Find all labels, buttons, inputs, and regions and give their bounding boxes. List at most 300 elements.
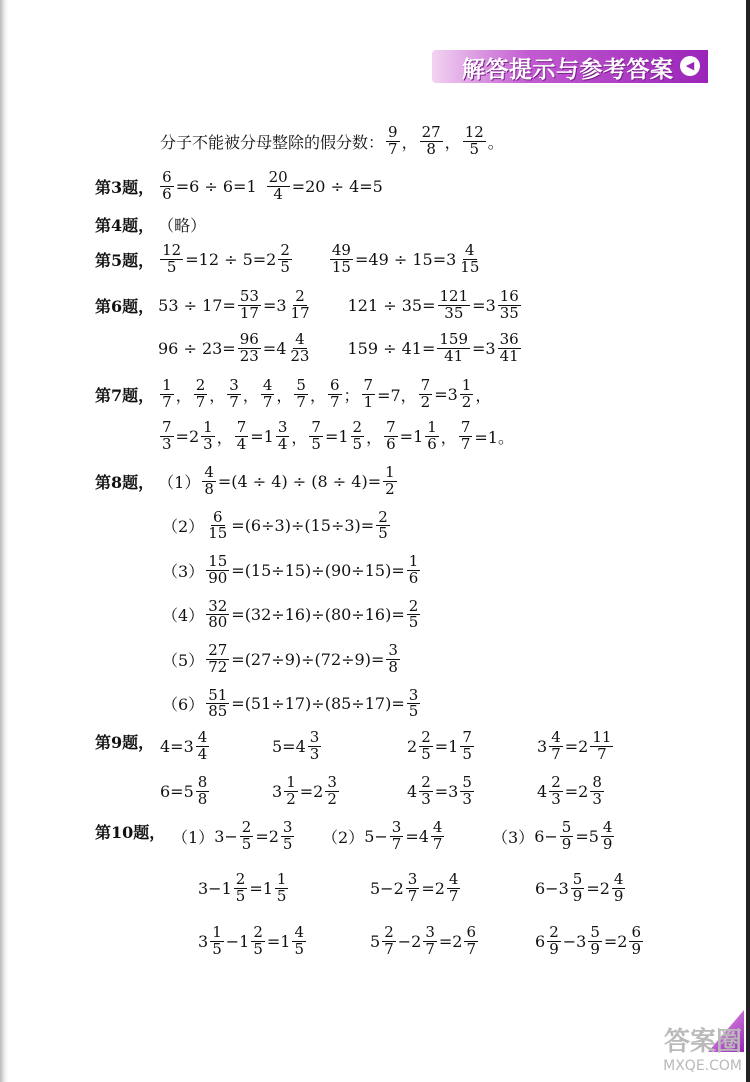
- question-8-item-6: [162, 685, 422, 721]
- math-text: =1: [249, 878, 273, 898]
- numerator: 1: [408, 552, 419, 570]
- fraction: [407, 596, 421, 632]
- numerator: 7: [386, 418, 396, 436]
- fraction: [407, 554, 421, 587]
- fraction: [278, 243, 292, 276]
- question-10-r2-item-3: [535, 872, 627, 905]
- question-9-r2-item-4: [537, 775, 606, 808]
- fraction: [294, 378, 308, 411]
- denominator: 7: [229, 392, 239, 411]
- math-text: ，: [291, 427, 308, 447]
- math-text: ，: [276, 385, 293, 405]
- numerator: 3: [408, 685, 419, 704]
- denominator: 5: [282, 834, 293, 853]
- numerator: 1: [276, 870, 287, 888]
- math-text: 5=4: [272, 736, 306, 756]
- fraction: [206, 507, 229, 543]
- denominator: 5: [311, 434, 321, 453]
- numerator: 6: [162, 168, 172, 186]
- fraction: [206, 596, 229, 632]
- numerator: 6: [329, 376, 340, 394]
- fraction: [328, 378, 342, 411]
- numerator: 53: [239, 287, 259, 305]
- fraction: [463, 125, 486, 158]
- numerator: 3: [388, 641, 398, 659]
- numerator: 2: [421, 773, 431, 791]
- fraction: [601, 820, 615, 853]
- section-banner: [432, 50, 708, 83]
- numerator: 3: [309, 728, 320, 746]
- denominator: 9: [572, 886, 583, 905]
- denominator: 5: [276, 886, 287, 905]
- math-text: 3: [198, 931, 209, 951]
- fraction: [351, 420, 365, 453]
- fraction: [438, 289, 471, 322]
- fraction: [629, 925, 643, 958]
- denominator: 5: [241, 834, 252, 853]
- math-text: （6）: [162, 695, 205, 715]
- fraction: [202, 465, 216, 498]
- numerator: 3: [229, 376, 239, 394]
- fraction: [425, 420, 439, 453]
- math-text: =1: [324, 426, 349, 446]
- math-text: =(51÷17)÷(85÷17)=: [231, 694, 405, 714]
- math-text: =(27÷9)÷(72÷9)=: [231, 649, 385, 669]
- denominator: 5: [235, 886, 246, 905]
- numerator: 4: [465, 241, 475, 259]
- numerator: 4: [294, 923, 305, 941]
- numerator: 5: [572, 870, 583, 888]
- denominator: 7: [466, 939, 477, 958]
- question-9-r1-item-2: [272, 730, 323, 763]
- fraction: [160, 243, 183, 276]
- math-text: （1）: [172, 827, 215, 847]
- denominator: 23: [239, 346, 259, 365]
- denominator: 7: [425, 939, 435, 958]
- math-text: =20 ÷ 4=5: [291, 176, 383, 196]
- question-6-row-2: [158, 332, 523, 365]
- math-text: =1: [434, 736, 459, 756]
- fraction: [288, 332, 311, 365]
- math-text: ，: [366, 427, 383, 447]
- question-10-label: [95, 820, 169, 843]
- denominator: 5: [462, 744, 472, 763]
- fraction: [460, 775, 474, 808]
- question-7-row-1: [95, 378, 491, 411]
- numerator: 1: [461, 376, 472, 394]
- numerator: 1: [212, 923, 222, 941]
- numerator: 2: [280, 241, 290, 259]
- fraction: [362, 378, 376, 411]
- denominator: 23: [290, 346, 310, 365]
- math-text: 3: [537, 736, 548, 756]
- math-text: =(15÷15)÷(90÷15)=: [231, 560, 405, 580]
- denominator: 3: [592, 789, 602, 808]
- numerator: 8: [592, 773, 602, 791]
- math-text: =6 ÷ 6=1: [175, 176, 257, 196]
- denominator: 5: [166, 257, 177, 276]
- fraction: [160, 170, 174, 203]
- numerator: 5: [296, 376, 306, 394]
- fraction: [549, 730, 563, 763]
- numerator: 2: [408, 596, 419, 615]
- denominator: 9: [613, 886, 624, 905]
- fraction: [390, 820, 404, 853]
- fraction: [498, 289, 521, 322]
- page-left-shadow: [0, 0, 8, 1082]
- math-text: =4: [262, 338, 287, 358]
- denominator: 5: [294, 939, 305, 958]
- math-text: ，: [440, 427, 457, 447]
- numerator: 7: [162, 418, 172, 436]
- fraction: [406, 872, 420, 905]
- intro-line: [160, 125, 504, 158]
- denominator: 7: [388, 139, 398, 158]
- fraction: [251, 925, 265, 958]
- math-text: =2: [299, 781, 324, 801]
- denominator: 72: [208, 657, 228, 676]
- watermark-url: MXQE.COM: [663, 1058, 742, 1074]
- question-10-r1-item-2: [322, 820, 446, 853]
- fraction: [437, 332, 470, 365]
- denominator: 7: [391, 834, 402, 853]
- numerator: 2: [551, 773, 561, 791]
- denominator: 7: [195, 392, 206, 411]
- denominator: 7: [432, 834, 443, 853]
- question-10-r1-item-3: [492, 820, 616, 853]
- question-9-label: [95, 730, 158, 753]
- numerator: 32: [208, 596, 228, 615]
- fraction: [459, 420, 473, 453]
- numerator: 1: [427, 418, 437, 436]
- numerator: 6: [631, 923, 642, 941]
- denominator: 5: [378, 524, 388, 543]
- denominator: 3: [162, 434, 172, 453]
- math-text: 53 ÷ 17=: [158, 295, 236, 315]
- fraction: [384, 420, 398, 453]
- denominator: 7: [460, 434, 471, 453]
- numerator: 16: [499, 287, 519, 305]
- fraction: [281, 820, 295, 853]
- math-text: 6=5: [160, 781, 194, 801]
- question-label: 第8题，: [95, 472, 155, 492]
- math-text: 96 ÷ 23=: [158, 338, 236, 358]
- numerator: 96: [239, 330, 259, 348]
- fraction: [588, 925, 602, 958]
- numerator: 4: [295, 330, 305, 348]
- watermark-logo-text: 答案圈: [663, 1027, 742, 1057]
- numerator: 2: [421, 728, 431, 746]
- fraction: [196, 730, 210, 763]
- question-9-r2-item-3: [407, 775, 476, 808]
- denominator: 8: [388, 657, 398, 676]
- numerator: 3: [391, 818, 402, 836]
- math-text: =2: [438, 931, 463, 951]
- fraction: [206, 643, 229, 676]
- math-text: （3）: [492, 827, 535, 847]
- math-text: ，: [444, 132, 461, 152]
- question-8-item-4: [162, 596, 422, 632]
- numerator: 159: [439, 330, 469, 348]
- math-text: −1: [225, 931, 250, 951]
- math-text: 3−1: [198, 878, 232, 898]
- denominator: 9: [631, 939, 642, 958]
- fraction: [498, 332, 521, 365]
- denominator: 4: [277, 434, 288, 453]
- numerator: 4: [432, 818, 443, 836]
- question-8-item-1: [95, 465, 399, 498]
- math-text: （3）: [162, 561, 205, 581]
- denominator: 8: [426, 139, 436, 158]
- math-text: −3: [562, 931, 587, 951]
- math-text: =4: [405, 826, 429, 846]
- math-text: =1: [250, 426, 274, 446]
- denominator: 4: [273, 184, 283, 203]
- math-text: 5: [370, 931, 381, 951]
- fraction: [240, 820, 254, 853]
- question-10-r3-item-1: [198, 925, 308, 958]
- numerator: 4: [197, 728, 208, 746]
- denominator: 17: [290, 303, 310, 322]
- math-text: 5−2: [370, 878, 404, 898]
- fraction: [196, 775, 210, 808]
- denominator: 7: [296, 392, 306, 411]
- fraction: [275, 872, 289, 905]
- math-text: =3: [434, 781, 459, 801]
- fraction: [267, 170, 290, 203]
- denominator: 3: [203, 434, 213, 453]
- denominator: 90: [208, 568, 228, 587]
- numerator: 3: [327, 773, 337, 791]
- question-label: 第10题，: [95, 823, 166, 842]
- denominator: 9: [602, 834, 613, 853]
- numerator: 7: [311, 418, 321, 436]
- numerator: 51: [208, 685, 228, 704]
- math-text: （2）: [322, 827, 365, 847]
- denominator: 4: [236, 434, 247, 453]
- math-text: 分子不能被分母整除的假分数：: [160, 132, 385, 152]
- fraction: [289, 289, 312, 322]
- math-text: 2: [407, 736, 418, 756]
- question-5: [95, 243, 483, 276]
- page-right-edge: [746, 0, 750, 1082]
- question-label: 第4题，: [95, 216, 155, 235]
- denominator: 3: [551, 789, 561, 808]
- denominator: 8: [197, 789, 208, 808]
- numerator: 7: [462, 728, 472, 746]
- fraction: [235, 420, 249, 453]
- math-text: （略）: [158, 216, 207, 235]
- denominator: 5: [421, 744, 431, 763]
- numerator: 5: [561, 818, 572, 836]
- denominator: 2: [327, 789, 337, 808]
- question-9-r2-item-2: [272, 775, 341, 808]
- math-text: （4）: [162, 606, 205, 626]
- denominator: 5: [352, 434, 363, 453]
- fraction: [460, 730, 474, 763]
- numerator: 2: [241, 818, 252, 836]
- fraction: [419, 775, 433, 808]
- fraction: [407, 685, 421, 721]
- math-text: 121 ÷ 35=: [347, 295, 436, 315]
- math-text: 5−: [364, 826, 388, 846]
- fraction: [160, 420, 174, 453]
- fraction: [292, 925, 306, 958]
- math-text: 6−3: [535, 878, 569, 898]
- fraction: [420, 125, 443, 158]
- denominator: 5: [408, 702, 419, 721]
- fraction: [325, 775, 339, 808]
- denominator: 4: [197, 744, 208, 763]
- numerator: 27: [208, 641, 228, 659]
- math-text: 159 ÷ 41=: [347, 338, 436, 358]
- fraction: [376, 507, 390, 543]
- numerator: 1: [385, 463, 395, 481]
- denominator: 80: [208, 613, 228, 632]
- question-6-row-1: [95, 289, 523, 322]
- math-text: =2: [564, 781, 589, 801]
- math-text: （5）: [162, 650, 205, 670]
- question-9-r2-item-1: [160, 775, 211, 808]
- denominator: 2: [385, 479, 395, 498]
- numerator: 27: [421, 123, 441, 141]
- numerator: 3: [282, 818, 293, 836]
- question-4: [95, 213, 206, 236]
- fraction: [419, 378, 433, 411]
- numerator: 7: [460, 418, 471, 436]
- math-text: 6−: [534, 826, 558, 846]
- fraction: [447, 872, 461, 905]
- back-arrow-icon[interactable]: ◀: [680, 56, 700, 76]
- fraction: [386, 643, 400, 676]
- math-text: 3: [272, 781, 283, 801]
- numerator: 2: [195, 376, 206, 394]
- fraction: [261, 378, 275, 411]
- math-text: （2）: [162, 517, 205, 537]
- math-text: =3: [262, 295, 287, 315]
- numerator: 2: [384, 923, 394, 941]
- fraction: [238, 289, 261, 322]
- numerator: 2: [295, 287, 305, 305]
- math-text: ，: [242, 385, 259, 405]
- fraction: [547, 925, 561, 958]
- fraction: [234, 872, 248, 905]
- math-text: 4: [537, 781, 548, 801]
- numerator: 3: [425, 923, 435, 941]
- math-text: =(32÷16)÷(80÷16)=: [231, 605, 405, 625]
- math-text: =5: [575, 826, 599, 846]
- denominator: 6: [386, 434, 396, 453]
- math-text: =2: [255, 826, 279, 846]
- fraction: [276, 420, 290, 453]
- denominator: 9: [561, 834, 572, 853]
- numerator: 4: [204, 463, 214, 481]
- math-text: 6: [535, 931, 546, 951]
- question-9-r1-item-1: [160, 730, 211, 763]
- fraction: [431, 820, 445, 853]
- numerator: 36: [499, 330, 519, 348]
- numerator: 49: [331, 241, 351, 259]
- fraction: [227, 378, 241, 411]
- denominator: 2: [286, 789, 296, 808]
- denominator: 6: [162, 184, 172, 203]
- denominator: 7: [162, 392, 172, 411]
- numerator: 8: [197, 773, 208, 791]
- denominator: 7: [448, 886, 459, 905]
- fraction: [612, 872, 626, 905]
- denominator: 7: [384, 939, 394, 958]
- math-text: =3: [434, 384, 458, 404]
- math-text: ，: [475, 385, 492, 405]
- math-text: =1: [399, 426, 424, 446]
- question-7-row-2: [158, 420, 514, 453]
- numerator: 12: [162, 241, 182, 259]
- numerator: 12: [464, 123, 484, 141]
- denominator: 35: [499, 303, 519, 322]
- math-text: 4=3: [160, 736, 194, 756]
- numerator: 7: [236, 418, 247, 436]
- question-10-r2-item-1: [198, 872, 290, 905]
- question-8-item-2: [162, 507, 392, 543]
- math-text: ；: [343, 385, 360, 405]
- numerator: 4: [448, 870, 459, 888]
- numerator: 7: [420, 376, 431, 394]
- question-label: 第5题，: [95, 250, 155, 270]
- math-text: =2: [175, 426, 200, 446]
- fraction: [284, 775, 298, 808]
- numerator: 3: [407, 870, 418, 888]
- numerator: 7: [363, 376, 374, 394]
- denominator: 5: [253, 939, 263, 958]
- denominator: 7: [262, 392, 273, 411]
- math-text: =12 ÷ 5=2: [185, 249, 277, 269]
- numerator: 4: [262, 376, 273, 394]
- fraction: [460, 378, 474, 411]
- math-text: =7，: [377, 385, 417, 405]
- math-text: =1: [266, 931, 291, 951]
- fraction: [386, 125, 400, 158]
- numerator: 6: [212, 507, 223, 526]
- math-text: （1）: [158, 472, 201, 492]
- math-text: ，: [175, 385, 192, 405]
- denominator: 9: [590, 939, 600, 958]
- math-text: 4: [407, 781, 418, 801]
- denominator: 17: [239, 303, 259, 322]
- numerator: 4: [613, 870, 624, 888]
- denominator: 7: [551, 744, 561, 763]
- question-label: 第3题，: [95, 177, 155, 197]
- numerator: 9: [388, 123, 398, 141]
- denominator: 5: [408, 613, 419, 632]
- math-text: ，: [309, 385, 326, 405]
- denominator: 9: [549, 939, 559, 958]
- math-text: ，: [216, 427, 233, 447]
- math-text: =(4 ÷ 4) ÷ (8 ÷ 4)=: [217, 471, 382, 491]
- fraction: [308, 730, 322, 763]
- fraction: [464, 925, 478, 958]
- fraction: [571, 872, 585, 905]
- math-text: =3: [472, 338, 496, 358]
- question-10-r3-item-3: [535, 925, 645, 958]
- numerator: 1: [286, 773, 296, 791]
- denominator: 7: [407, 886, 418, 905]
- fraction: [590, 775, 604, 808]
- fraction: [160, 378, 174, 411]
- math-text: =2: [421, 878, 445, 898]
- fraction: [206, 685, 229, 721]
- math-text: =49 ÷ 15=3: [354, 249, 457, 269]
- math-text: 。: [487, 132, 504, 152]
